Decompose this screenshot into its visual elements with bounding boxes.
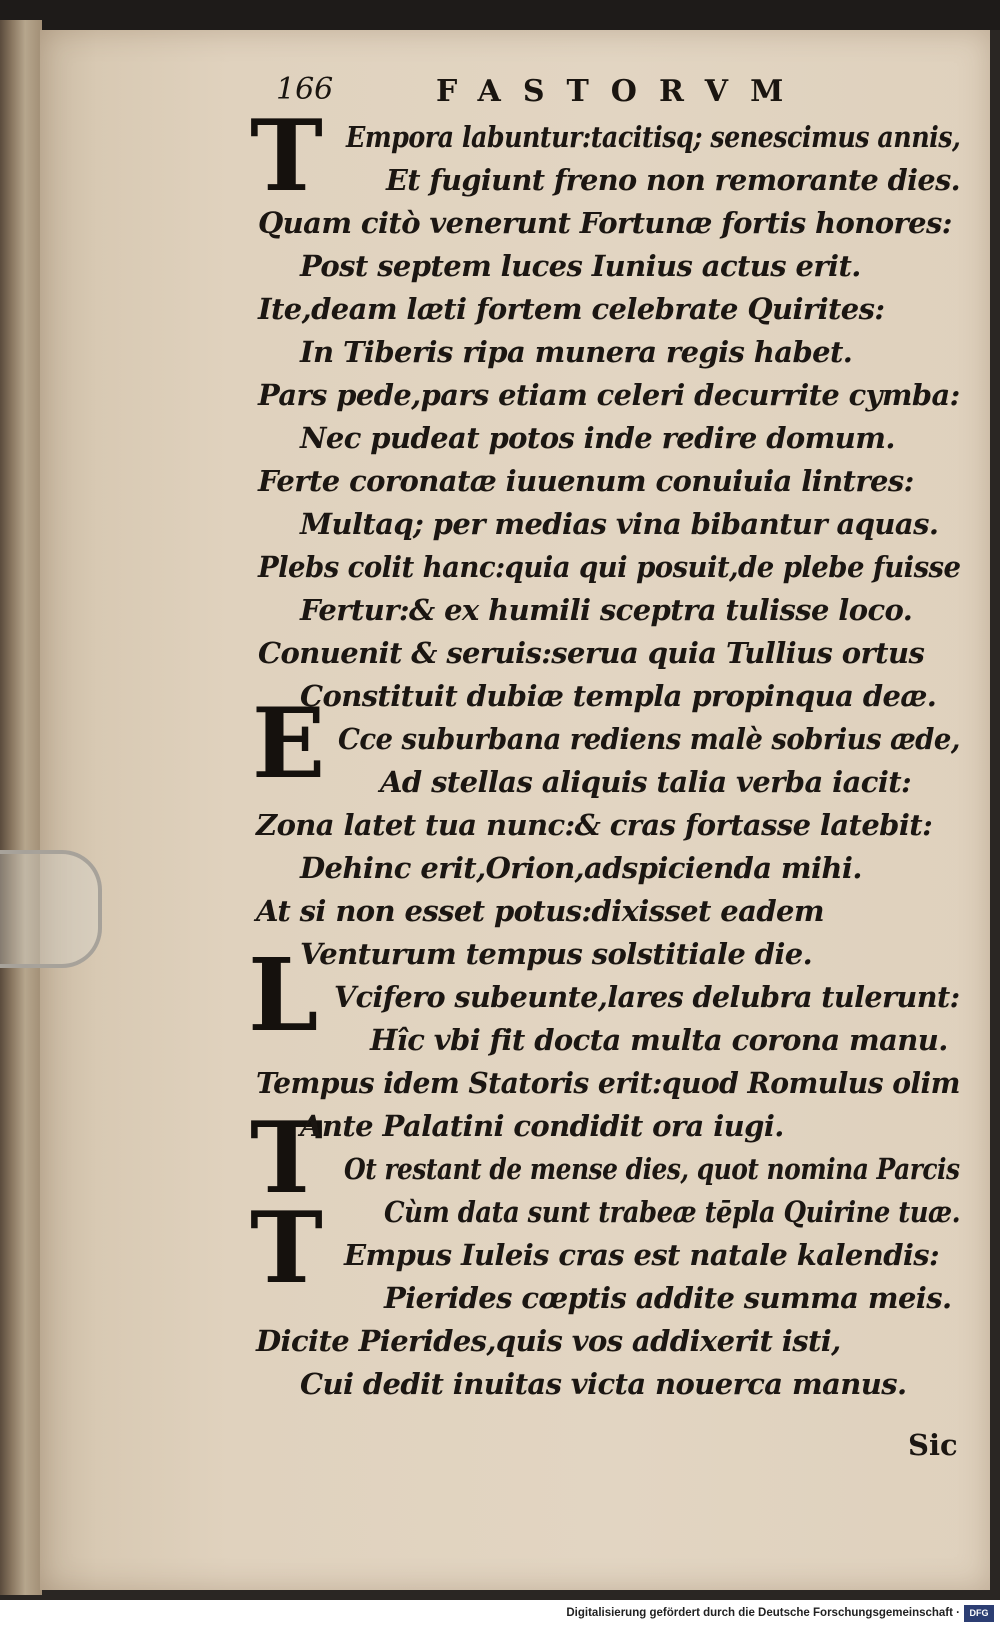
verse-line: Zona latet tua nunc:& cras fortasse latebit:	[256, 808, 933, 842]
footer-credit: Digitalisierung gefördert durch die Deutsche Forschungsgemeinschaft ·	[566, 1607, 960, 1619]
drop-cap: L	[248, 936, 319, 1054]
verse-line: Tempus idem Statoris erit:quod Romulus olim	[256, 1066, 960, 1100]
drop-cap: T	[250, 1101, 323, 1216]
verse-line: Conuenit & seruis:serua quia Tullius ortus	[258, 636, 925, 670]
verse-line: Empus Iuleis cras est natale kalendis:	[344, 1238, 940, 1272]
verse-line: Pierides cœptis addite summa meis.	[384, 1281, 952, 1315]
verse-line: Ite,deam læti fortem celebrate Quirites:	[258, 292, 885, 326]
verse-line: Constituit dubiæ templa propinqua deæ.	[300, 679, 937, 713]
footer-bar	[0, 1600, 1000, 1630]
page-number: 166	[276, 72, 334, 107]
verse-line: Ot restant de mense dies, quot nomina Parcis	[344, 1152, 960, 1186]
verse-line: Venturum tempus solstitiale die.	[300, 937, 813, 971]
scan-right-border	[990, 30, 1000, 1590]
verse-line: Dehinc erit,Orion,adspicienda mihi.	[300, 851, 862, 885]
verse-line: Vcifero subeunte,lares delubra tulerunt:	[334, 980, 960, 1014]
verse-line: Ad stellas aliquis talia verba iacit:	[380, 765, 912, 799]
catchword: Sic	[908, 1428, 958, 1462]
verse-line: In Tiberis ripa munera regis habet.	[300, 335, 853, 369]
verse-line: Multaq; per medias vina bibantur aquas.	[300, 507, 939, 541]
verse-line: Ante Palatini condidit ora iugi.	[300, 1109, 784, 1143]
verse-line: Quam citò venerunt Fortunæ fortis honores:	[258, 206, 952, 240]
verse-line: Empora labuntur:tacitisq; senescimus annis,	[346, 120, 961, 154]
verse-line: Dicite Pierides,quis vos addixerit isti,	[256, 1324, 841, 1358]
verse-line: Pars pede,pars etiam celeri decurrite cymba:	[258, 378, 960, 412]
verse-line: Et fugiunt freno non remorante dies.	[386, 163, 961, 197]
book-edge	[0, 20, 42, 1595]
scan-top-border	[0, 0, 1000, 30]
verse-line: Hîc vbi fit docta multa corona manu.	[370, 1023, 948, 1057]
verse-line: Nec pudeat potos inde redire domum.	[300, 421, 895, 455]
drop-cap: T	[250, 99, 323, 214]
verse-line: Plebs colit hanc:quia qui posuit,de plebe fuisse	[258, 550, 961, 584]
verse-line: Cui dedit inuitas victa nouerca manus.	[300, 1367, 907, 1401]
dfg-logo: DFG	[964, 1605, 994, 1622]
verse-line: Ferte coronatæ iuuenum conuiuia lintres:	[258, 464, 914, 498]
verse-line: Fertur:& ex humili sceptra tulisse loco.	[300, 593, 913, 627]
running-head: FASTORVM	[436, 74, 806, 109]
drop-cap: T	[250, 1191, 323, 1306]
page-header	[276, 72, 816, 112]
verse-line: At si non esset potus:dixisset eadem	[256, 894, 824, 928]
verse-line: Cce suburbana rediens malè sobrius æde,	[338, 722, 960, 756]
verse-line: Cùm data sunt trabeæ tēpla Quirine tuæ.	[384, 1195, 961, 1229]
page-clip	[0, 850, 102, 968]
drop-cap: E	[252, 687, 326, 800]
verse-line: Post septem luces Iunius actus erit.	[300, 249, 861, 283]
